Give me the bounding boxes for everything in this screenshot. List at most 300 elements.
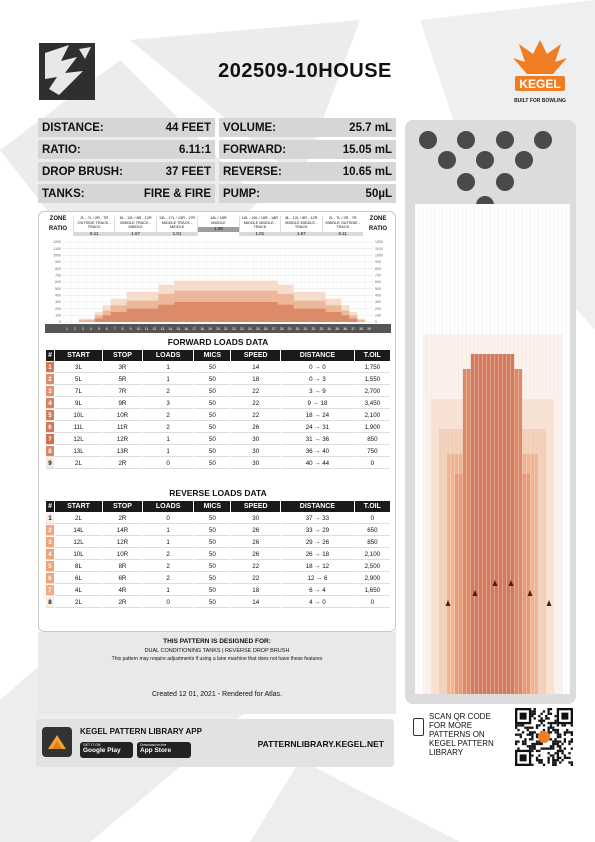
cell-start: 12L <box>55 537 102 548</box>
x-tick-label: 1 <box>66 327 68 331</box>
pin-icon <box>534 131 552 149</box>
zone-desc: MIDDLE MIDDLE - TRACK <box>285 220 318 229</box>
designed-for-label: THIS PATTERN IS DESIGNED FOR: <box>163 638 271 645</box>
cell-stop: 2R <box>103 513 142 524</box>
table-header: T.OIL <box>355 350 390 361</box>
x-tick-label: 27 <box>271 327 276 331</box>
table-header: # <box>46 350 54 361</box>
cell-stop: 11R <box>103 422 142 433</box>
x-tick-label: 13 <box>160 327 165 331</box>
zone-desc: MIDDLE TRACK - MIDDLE <box>120 220 151 229</box>
y-tick-label: 0 <box>375 320 377 325</box>
pattern-title: 202509-10HOUSE <box>218 60 392 82</box>
row-number: 2 <box>46 374 54 385</box>
x-tick-label: 29 <box>287 327 292 331</box>
cell-speed: 30 <box>231 458 280 469</box>
cell-mics: 50 <box>194 422 230 433</box>
oil-bar <box>166 305 174 322</box>
zone-cell <box>322 216 363 236</box>
y-tick-label: 600 <box>375 280 381 285</box>
phone-scan-icon <box>413 718 424 736</box>
stat-ratio <box>38 140 215 159</box>
cell-distance: 29 → 26 <box>281 537 354 548</box>
table-header: MICS <box>194 501 230 512</box>
x-tick-label: 3 <box>81 327 84 331</box>
cell-mics: 50 <box>194 561 230 572</box>
stat-distance <box>38 118 215 137</box>
x-tick-label: 25 <box>255 327 260 331</box>
cell-speed: 18 <box>231 374 280 385</box>
x-tick-label: 5 <box>97 327 100 331</box>
zone-desc: MIDDLE TRACK - MIDDLE <box>161 220 193 229</box>
table-row <box>46 422 390 433</box>
cell-start: 13L <box>55 446 102 457</box>
pin-icon <box>457 131 475 149</box>
y-tick-label: 0 <box>59 320 61 325</box>
y-tick-label: 1100 <box>375 246 383 251</box>
cell-distance: 12 → 6 <box>281 573 354 584</box>
oil-bar <box>206 302 214 322</box>
cell-speed: 18 <box>231 585 280 596</box>
oil-graph-chart <box>45 238 391 334</box>
oil-bar <box>349 319 357 322</box>
y-tick-label: 100 <box>375 313 381 318</box>
cell-speed: 30 <box>231 513 280 524</box>
cell-loads: 1 <box>143 362 193 373</box>
cell-oil: 0 <box>355 597 390 608</box>
cell-loads: 1 <box>143 585 193 596</box>
stat-tanks <box>38 184 215 203</box>
oil-bar <box>317 309 325 322</box>
table-row <box>46 446 390 457</box>
zone-cell <box>73 216 114 236</box>
cell-mics: 50 <box>194 446 230 457</box>
oil-bar <box>341 315 349 322</box>
cell-loads: 0 <box>143 458 193 469</box>
reverse-title: REVERSE LOADS DATA <box>169 488 267 498</box>
cell-mics: 50 <box>194 549 230 560</box>
cell-speed: 22 <box>231 398 280 409</box>
cell-oil: 0 <box>355 513 390 524</box>
cell-start: 7L <box>55 386 102 397</box>
cell-speed: 26 <box>231 549 280 560</box>
row-number: 8 <box>46 446 54 457</box>
row-number: 5 <box>46 561 54 572</box>
stat-forward <box>219 140 396 159</box>
pin-icon <box>496 131 514 149</box>
cell-distance: 26 → 18 <box>281 549 354 560</box>
cell-loads: 1 <box>143 374 193 385</box>
cell-loads: 1 <box>143 434 193 445</box>
x-tick-label: 9 <box>129 327 132 331</box>
oil-bar <box>278 305 286 322</box>
table-row <box>46 374 390 385</box>
oil-bar <box>135 309 143 322</box>
table-row <box>46 386 390 397</box>
zone-cell <box>197 216 238 236</box>
x-tick-label: 23 <box>239 327 244 331</box>
cell-start: 3L <box>55 362 102 373</box>
reverse-loads-section <box>45 488 391 609</box>
cell-speed: 26 <box>231 525 280 536</box>
reverse-loads-table <box>45 500 391 609</box>
x-tick-label: 18 <box>200 327 204 331</box>
stat-label: DROP BRUSH: <box>42 165 123 178</box>
y-tick-label: 100 <box>55 313 61 318</box>
oil-bar <box>357 320 365 322</box>
brand-tagline: BUILT FOR BOWLING <box>514 98 566 104</box>
svg-text:KEGEL: KEGEL <box>519 77 561 91</box>
stat-label: PUMP: <box>223 187 261 200</box>
app-promo-panel <box>36 719 394 767</box>
cell-loads: 2 <box>143 561 193 572</box>
cell-distance: 0 → 0 <box>281 362 354 373</box>
cell-oil: 1,750 <box>355 362 390 373</box>
cell-start: 2L <box>55 513 102 524</box>
table-header: DISTANCE <box>281 350 354 361</box>
cell-loads: 1 <box>143 537 193 548</box>
lane-graphic-panel <box>405 120 576 704</box>
zone-name: 16L - 18L / 16R - 18R <box>241 216 279 220</box>
disclaimer-text: This pattern may require adjustments if using a lane machine that does not have these features <box>111 656 323 662</box>
table-header: # <box>46 501 54 512</box>
cell-distance: 40 → 44 <box>281 458 354 469</box>
x-tick-label: 16 <box>184 327 189 331</box>
y-tick-label: 1000 <box>53 253 61 258</box>
y-tick-label: 900 <box>55 260 61 265</box>
cell-oil: 2,900 <box>355 573 390 584</box>
qr-logo-icon <box>538 731 550 743</box>
cell-mics: 50 <box>194 513 230 524</box>
zone-name: 8L - 12L / 8R - 12R <box>119 216 152 220</box>
zone-cell <box>156 216 197 236</box>
table-row <box>46 434 390 445</box>
oil-bar <box>111 312 119 322</box>
qr-code[interactable] <box>513 706 575 768</box>
zone-cell <box>114 216 155 236</box>
x-tick-label: 24 <box>247 327 252 331</box>
stat-value: 50µL <box>365 187 392 200</box>
stat-value: 25.7 mL <box>349 121 392 134</box>
cell-start: 2L <box>55 597 102 608</box>
stat-reverse <box>219 162 396 181</box>
row-number: 4 <box>46 398 54 409</box>
oil-bar <box>79 320 87 322</box>
stat-label: FORWARD: <box>223 143 287 156</box>
oil-bar <box>333 312 341 322</box>
table-header: START <box>55 501 102 512</box>
cell-oil: 850 <box>355 434 390 445</box>
cell-mics: 50 <box>194 410 230 421</box>
stat-value: FIRE & FIRE <box>143 187 211 200</box>
oil-bar <box>246 302 254 322</box>
table-header: SPEED <box>231 501 280 512</box>
app-store-label: App Store <box>140 747 172 754</box>
cell-distance: 37 → 33 <box>281 513 354 524</box>
oil-bar <box>301 309 309 322</box>
oil-bar <box>142 309 150 322</box>
zone-label-left: ZONE RATIO <box>48 216 68 232</box>
cell-start: 14L <box>55 525 102 536</box>
created-text: Created 12 01, 2021 - Rendered for Atlas. <box>152 691 282 698</box>
stat-label: VOLUME: <box>223 121 277 134</box>
stat-value: 10.65 mL <box>342 165 392 178</box>
cell-mics: 50 <box>194 597 230 608</box>
cell-stop: 14R <box>103 525 142 536</box>
stat-value: 6.11:1 <box>179 143 211 156</box>
row-number: 7 <box>46 434 54 445</box>
cell-start: 11L <box>55 422 102 433</box>
x-tick-label: 30 <box>295 327 300 331</box>
table-row <box>46 597 390 608</box>
cell-loads: 2 <box>143 410 193 421</box>
oil-bar <box>103 315 111 322</box>
oil-bar <box>87 320 95 322</box>
stats-left <box>38 118 215 203</box>
cell-mics: 50 <box>194 362 230 373</box>
y-tick-label: 500 <box>55 286 61 291</box>
cell-start: 12L <box>55 434 102 445</box>
cell-speed: 22 <box>231 410 280 421</box>
row-number: 9 <box>46 458 54 469</box>
oil-bar <box>238 302 246 322</box>
cell-speed: 22 <box>231 573 280 584</box>
stats-right <box>219 118 396 203</box>
table-row <box>46 458 390 469</box>
zone-ratio: 1.01 <box>240 232 280 237</box>
cell-distance: 9 → 18 <box>281 398 354 409</box>
zone-cell <box>239 216 280 236</box>
zone-cell <box>280 216 321 236</box>
oil-bar <box>182 302 190 322</box>
oil-bar <box>158 305 166 322</box>
pin-icon <box>438 151 456 169</box>
table-row <box>46 410 390 421</box>
cell-start: 5L <box>55 374 102 385</box>
cell-distance: 0 → 3 <box>281 374 354 385</box>
x-tick-label: 8 <box>121 327 124 331</box>
zone-ratio: 6.11 <box>323 232 363 237</box>
cell-mics: 50 <box>194 537 230 548</box>
cell-oil: 2,700 <box>355 386 390 397</box>
cell-loads: 2 <box>143 573 193 584</box>
cell-loads: 1 <box>143 525 193 536</box>
table-row <box>46 561 390 572</box>
y-tick-label: 400 <box>375 293 381 298</box>
table-row <box>46 525 390 536</box>
cell-mics: 50 <box>194 525 230 536</box>
cell-start: 2L <box>55 458 102 469</box>
x-tick-label: 21 <box>224 327 228 331</box>
zone-name: 18L / 18R <box>210 216 227 220</box>
cell-stop: 6R <box>103 573 142 584</box>
app-title: KEGEL PATTERN LIBRARY APP <box>80 727 202 736</box>
cell-stop: 8R <box>103 561 142 572</box>
cell-oil: 1,650 <box>355 585 390 596</box>
zone-name: 2L - 7L / 2R - 7R <box>80 216 109 220</box>
cell-start: 4L <box>55 585 102 596</box>
stat-label: DISTANCE: <box>42 121 104 134</box>
cell-distance: 6 → 4 <box>281 585 354 596</box>
zone-label-right: ZONE RATIO <box>368 216 388 232</box>
x-tick-label: 38 <box>359 327 363 331</box>
cell-stop: 2R <box>103 458 142 469</box>
stat-drop-brush <box>38 162 215 181</box>
qr-section <box>405 706 576 768</box>
row-number: 3 <box>46 386 54 397</box>
table-header: START <box>55 350 102 361</box>
cell-oil: 1,550 <box>355 374 390 385</box>
cell-oil: 2,100 <box>355 549 390 560</box>
y-tick-label: 400 <box>55 293 61 298</box>
row-number: 1 <box>46 362 54 373</box>
pin-icon <box>419 131 437 149</box>
qr-scan-text: SCAN QR CODE FOR MORE PATTERNS ON KEGEL PATTERN LIBRARY <box>429 712 494 757</box>
zone-desc: MIDDLE <box>211 220 226 225</box>
cell-speed: 14 <box>231 362 280 373</box>
cell-start: 10L <box>55 410 102 421</box>
cell-distance: 36 → 40 <box>281 446 354 457</box>
y-tick-label: 700 <box>55 273 61 278</box>
cell-loads: 2 <box>143 422 193 433</box>
x-tick-label: 33 <box>319 327 324 331</box>
oil-bar <box>294 309 302 322</box>
zone-cells <box>73 216 363 236</box>
cell-distance: 33 → 29 <box>281 525 354 536</box>
oil-bar <box>174 302 182 322</box>
y-tick-label: 1200 <box>375 240 383 245</box>
x-tick-label: 7 <box>113 327 116 331</box>
y-tick-label: 200 <box>55 306 61 311</box>
cell-stop: 3R <box>103 362 142 373</box>
cell-oil: 3,450 <box>355 398 390 409</box>
oil-bar <box>198 302 206 322</box>
zone-desc: OUTSIDE TRACK - TRACK <box>77 220 111 229</box>
forward-title: FORWARD LOADS DATA <box>167 337 269 347</box>
x-tick-label: 39 <box>367 327 371 331</box>
zone-header <box>45 216 391 236</box>
stat-label: TANKS: <box>42 187 85 200</box>
oil-bar <box>95 319 103 322</box>
x-tick-label: 32 <box>311 327 316 331</box>
x-tick-label: 36 <box>343 327 348 331</box>
oil-bar <box>119 312 127 322</box>
zone-ratio: 1.67 <box>115 232 155 237</box>
cell-oil: 2,100 <box>355 410 390 421</box>
eagle-logo-icon <box>39 43 95 100</box>
cell-distance: 18 → 12 <box>281 561 354 572</box>
forward-loads-section <box>45 337 391 470</box>
cell-stop: 2R <box>103 597 142 608</box>
cell-speed: 22 <box>231 561 280 572</box>
x-tick-label: 20 <box>216 327 220 331</box>
zone-ratio: 1.00 <box>198 227 238 232</box>
cell-start: 6L <box>55 573 102 584</box>
oil-bar <box>309 309 317 322</box>
zone-name: 2L - 7L / 2R - 7R <box>328 216 357 220</box>
table-row <box>46 513 390 524</box>
x-tick-label: 31 <box>303 327 308 331</box>
x-tick-label: 26 <box>263 327 268 331</box>
cell-start: 10L <box>55 549 102 560</box>
cell-stop: 10R <box>103 410 142 421</box>
row-number: 4 <box>46 549 54 560</box>
cell-oil: 850 <box>355 537 390 548</box>
cell-loads: 0 <box>143 597 193 608</box>
pin-icon <box>496 173 514 191</box>
table-row <box>46 398 390 409</box>
pin-icon <box>476 151 494 169</box>
table-header: DISTANCE <box>281 501 354 512</box>
stat-volume <box>219 118 396 137</box>
y-tick-label: 500 <box>375 286 381 291</box>
cell-speed: 30 <box>231 446 280 457</box>
cell-speed: 30 <box>231 434 280 445</box>
x-tick-label: 15 <box>176 327 181 331</box>
row-number: 1 <box>46 513 54 524</box>
table-row <box>46 573 390 584</box>
y-tick-label: 900 <box>375 260 381 265</box>
cell-stop: 5R <box>103 374 142 385</box>
x-tick-label: 22 <box>232 327 236 331</box>
app-store-small: Download on the <box>140 743 167 747</box>
pattern-library-app-icon[interactable] <box>42 727 72 757</box>
cell-mics: 50 <box>194 434 230 445</box>
cell-stop: 12R <box>103 434 142 445</box>
cell-oil: 1,900 <box>355 422 390 433</box>
stat-value: 37 FEET <box>165 165 211 178</box>
zone-name: 8L - 12L / 8R - 12R <box>285 216 318 220</box>
x-tick-label: 17 <box>192 327 197 331</box>
y-tick-label: 600 <box>55 280 61 285</box>
zone-desc: MIDDLE MIDDLE - TRACK <box>243 220 276 229</box>
y-tick-label: 300 <box>55 300 61 305</box>
cell-loads: 2 <box>143 386 193 397</box>
oil-bar <box>190 302 198 322</box>
cell-mics: 50 <box>194 398 230 409</box>
cell-distance: 4 → 0 <box>281 597 354 608</box>
forward-loads-table <box>45 349 391 470</box>
app-store-button[interactable] <box>137 742 191 758</box>
oil-bar <box>270 302 278 322</box>
cell-stop: 12R <box>103 537 142 548</box>
x-tick-label: 34 <box>327 327 332 331</box>
oil-bar <box>150 309 158 322</box>
table-row <box>46 585 390 596</box>
row-number: 7 <box>46 585 54 596</box>
cell-oil: 2,500 <box>355 561 390 572</box>
oil-bar <box>127 309 135 322</box>
row-number: 3 <box>46 537 54 548</box>
y-tick-label: 1100 <box>53 246 61 251</box>
zone-ratio: 1.67 <box>281 232 321 237</box>
cell-distance: 3 → 9 <box>281 386 354 397</box>
table-header: MICS <box>194 350 230 361</box>
row-number: 6 <box>46 573 54 584</box>
stat-value: 15.05 mL <box>342 143 392 156</box>
table-header: LOADS <box>143 350 193 361</box>
x-tick-label: 6 <box>105 327 108 331</box>
cell-speed: 26 <box>231 537 280 548</box>
google-play-button[interactable] <box>80 742 133 758</box>
x-tick-label: 35 <box>335 327 340 331</box>
y-tick-label: 300 <box>375 300 381 305</box>
table-header: STOP <box>103 501 142 512</box>
table-row <box>46 549 390 560</box>
pin-icon <box>515 151 533 169</box>
pattern-library-url[interactable]: PATTERNLIBRARY.KEGEL.NET <box>257 739 384 749</box>
cell-mics: 50 <box>194 573 230 584</box>
